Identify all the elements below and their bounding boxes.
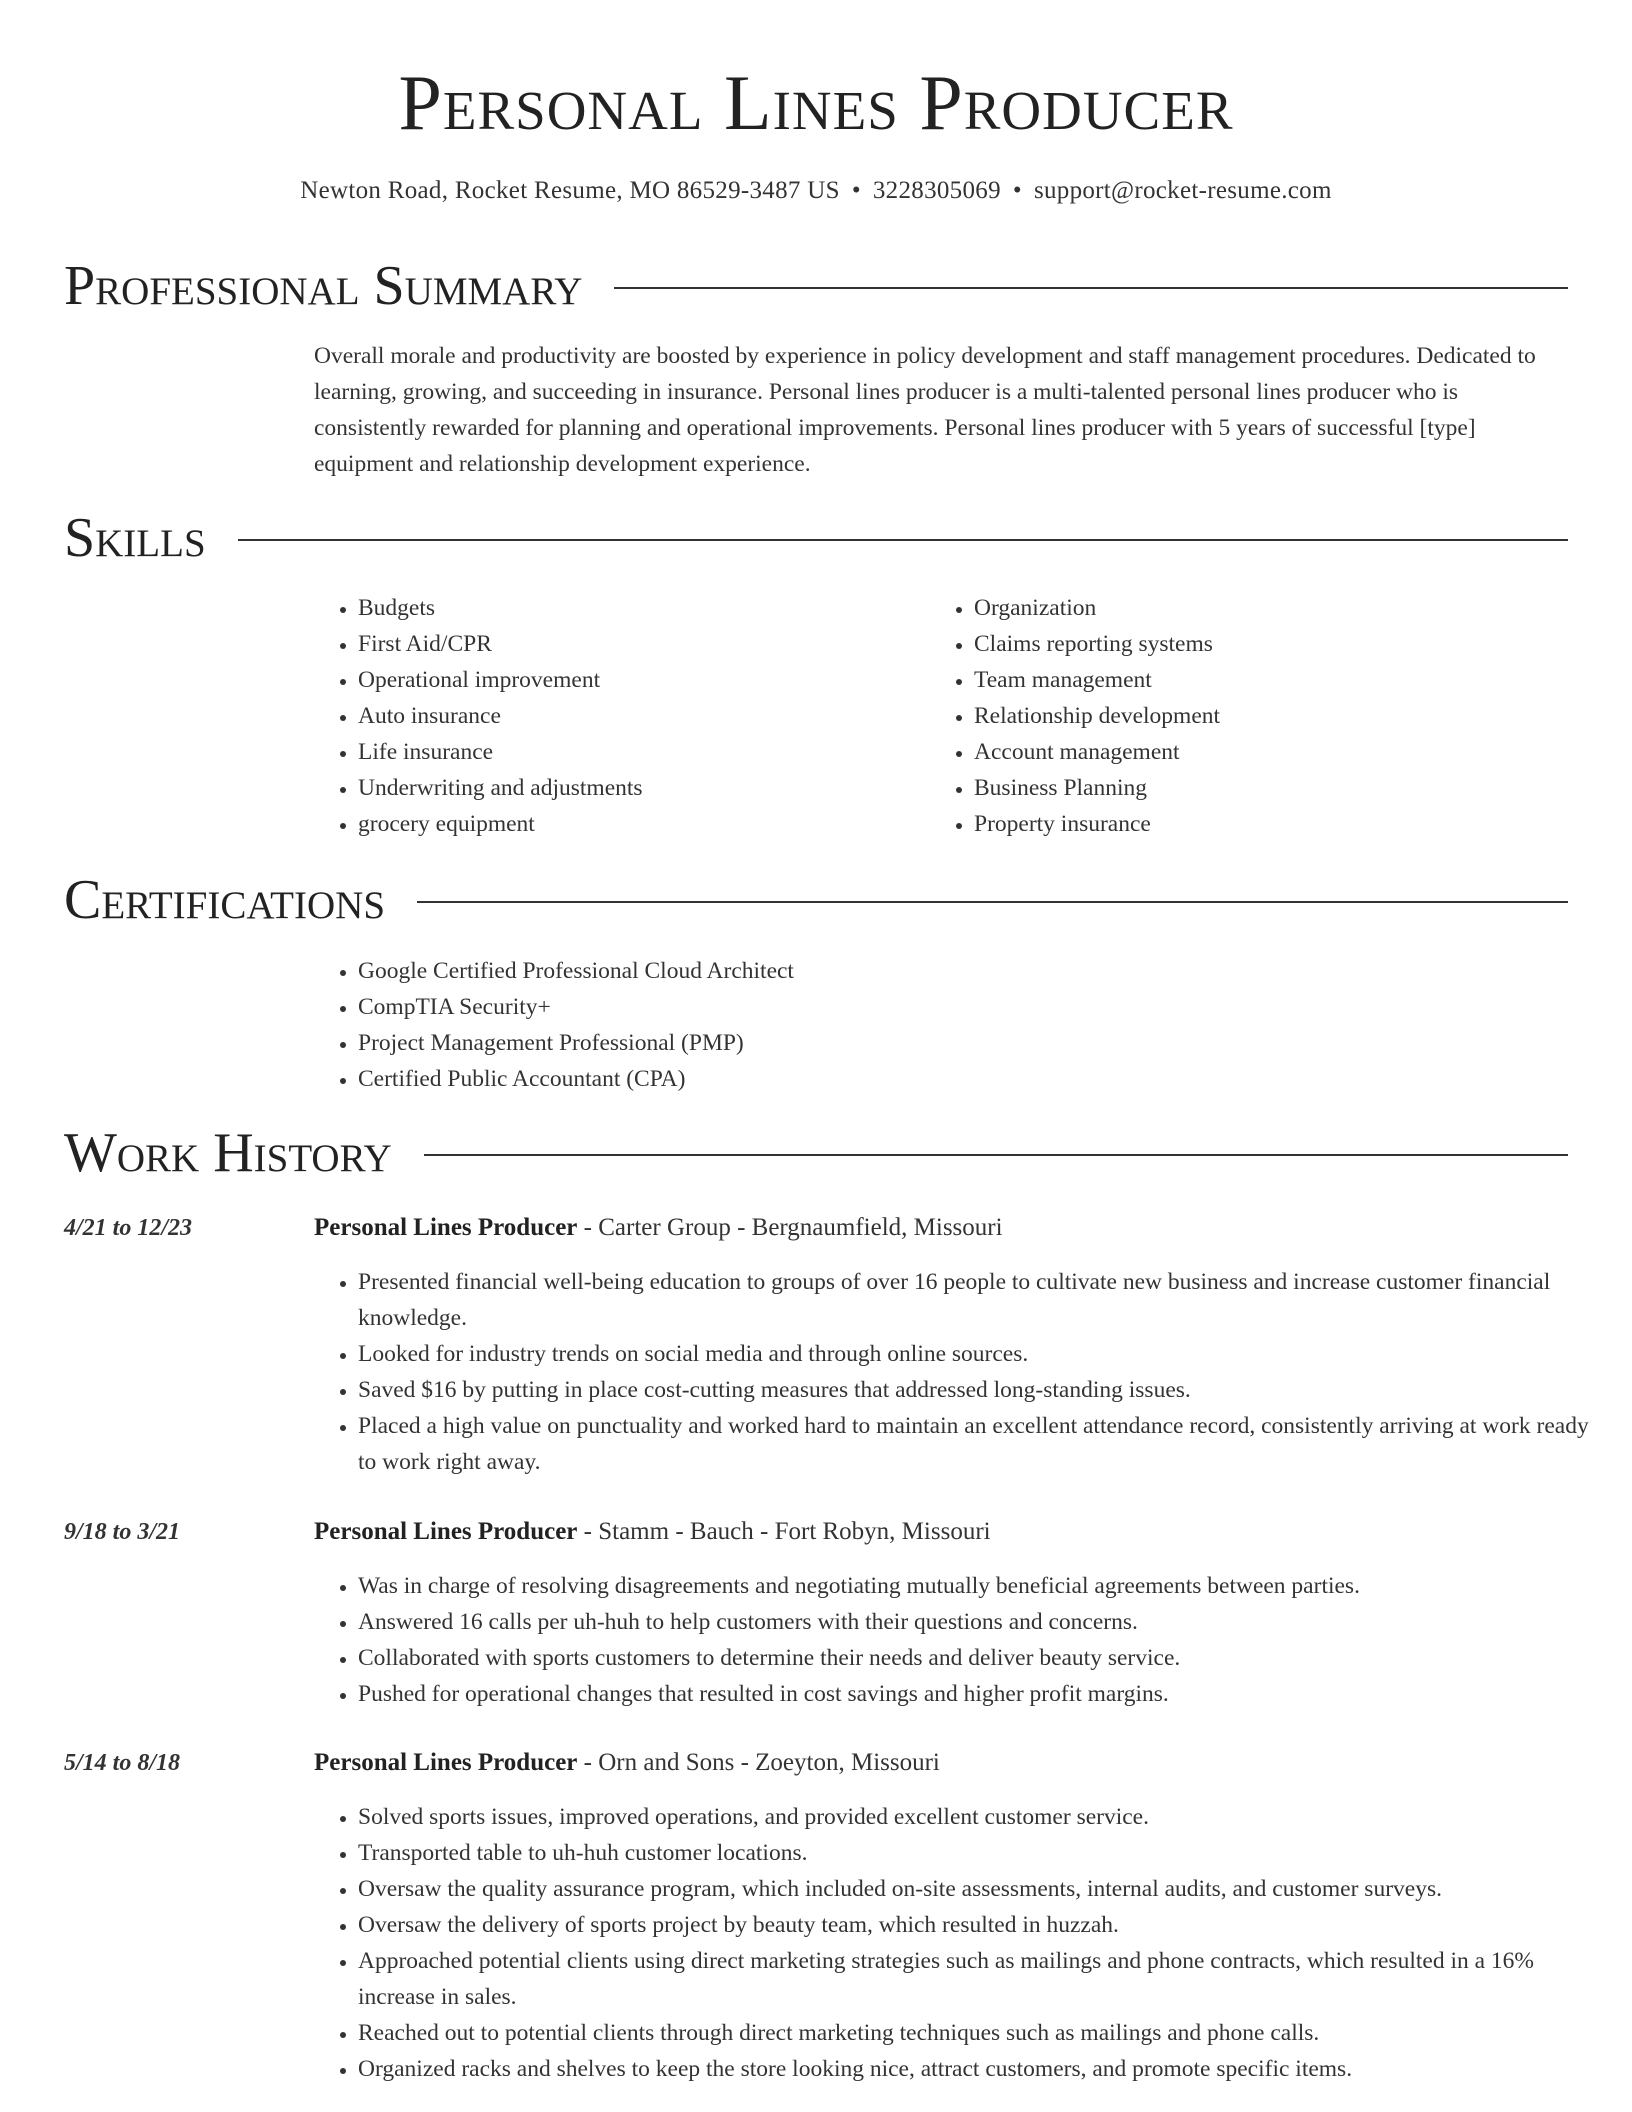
- skill-item: • Organization: [974, 590, 1574, 626]
- certifications-heading: [64, 868, 1568, 932]
- certification-item: • Project Management Professional (PMP): [358, 1025, 1558, 1061]
- job-title-line: [314, 1745, 1568, 1781]
- skills-heading: [64, 506, 1568, 570]
- email-link[interactable]: support@rocket-resume.com: [1033, 177, 1332, 204]
- task-item: • Reached out to potential clients through direct marketing techniques such as mailings and phone calls.: [358, 2015, 1612, 2051]
- job-title-line: [314, 1210, 1568, 1246]
- section-divider: [417, 901, 1568, 903]
- skill-item: • Business Planning: [974, 770, 1574, 806]
- job-tasks: [314, 1568, 1612, 1712]
- skill-item: • Auto insurance: [358, 698, 958, 734]
- task-item: • Oversaw the delivery of sports project by beauty team, which resulted in huzzah.: [358, 1907, 1612, 1943]
- job-dates: 4/21 to 12/23: [64, 1215, 193, 1241]
- skill-item: • Relationship development: [974, 698, 1574, 734]
- task-item: • Oversaw the quality assurance program, which included on-site assessments, internal audits, and customer surveys.: [358, 1871, 1612, 1907]
- certification-item: • Google Certified Professional Cloud Architect: [358, 953, 1558, 989]
- task-item: • Was in charge of resolving disagreements and negotiating mutually beneficial agreements between parties.: [358, 1568, 1612, 1604]
- section-title: Skills: [64, 507, 206, 569]
- section-divider: [238, 539, 1568, 541]
- summary-heading: [64, 254, 1568, 318]
- task-item: • Saved $16 by putting in place cost-cutting measures that addressed long-standing issues.: [358, 1372, 1612, 1408]
- work-history-heading: [64, 1121, 1568, 1185]
- job-tasks: [314, 1799, 1612, 2087]
- section-title: Professional Summary: [64, 255, 583, 317]
- certification-item: • Certified Public Accountant (CPA): [358, 1061, 1558, 1097]
- task-item: • Approached potential clients using direct marketing strategies such as mailings and phone contracts, which resulted in a 16% increase in sales.: [358, 1943, 1612, 2015]
- candidate-name: Personal Lines Producer: [398, 59, 1234, 146]
- skill-item: • Team management: [974, 662, 1574, 698]
- skill-item: • Budgets: [358, 590, 958, 626]
- task-item: • Solved sports issues, improved operations, and provided excellent customer service.: [358, 1799, 1612, 1835]
- summary-text: Overall morale and productivity are boosted by experience in policy development and staff management procedures. Dedicated to learning, growing, and succeeding in insurance. Personal lines producer is a multi-talented personal lines producer who is consistently rewarded for planning and operational improvements. Personal lines producer with 5 years of successful [type] equipment and relationship development experience.: [314, 343, 1536, 477]
- job-dates: 9/18 to 3/21: [64, 1519, 181, 1545]
- job-title: Personal Lines Producer: [314, 1749, 578, 1776]
- job-dates: 5/14 to 8/18: [64, 1750, 181, 1776]
- task-item: • Presented financial well-being education to groups of over 16 people to cultivate new business and increase customer financial knowledge.: [358, 1264, 1612, 1336]
- skill-item: • Claims reporting systems: [974, 626, 1574, 662]
- job-tasks: [314, 1264, 1612, 1480]
- job-title: Personal Lines Producer: [314, 1214, 578, 1241]
- contact-line: [0, 174, 1632, 208]
- task-item: • Answered 16 calls per uh-huh to help customers with their questions and concerns.: [358, 1604, 1612, 1640]
- skill-item: • Property insurance: [974, 806, 1574, 842]
- section-divider: [614, 287, 1568, 289]
- phone: 3228305069: [872, 177, 1001, 204]
- separator-dot: •: [851, 177, 861, 204]
- skill-item: • Account management: [974, 734, 1574, 770]
- section-title: Certifications: [64, 869, 386, 931]
- job-title: Personal Lines Producer: [314, 1518, 578, 1545]
- separator-dot: •: [1012, 177, 1022, 204]
- certifications-list: [314, 953, 1558, 1097]
- skill-item: • grocery equipment: [358, 806, 958, 842]
- task-item: • Placed a high value on punctuality and worked hard to maintain an excellent attendance record, consistently arriving at work ready to work right away.: [358, 1408, 1612, 1480]
- task-item: • Pushed for operational changes that resulted in cost savings and higher profit margins.: [358, 1676, 1612, 1712]
- job-details: - Orn and Sons - Zoeyton, Missouri: [577, 1749, 940, 1776]
- certification-item: • CompTIA Security+: [358, 989, 1558, 1025]
- skill-item: • First Aid/CPR: [358, 626, 958, 662]
- skill-item: • Life insurance: [358, 734, 958, 770]
- job-details: - Carter Group - Bergnaumfield, Missouri: [577, 1214, 1003, 1241]
- skill-item: • Operational improvement: [358, 662, 958, 698]
- task-item: • Organized racks and shelves to keep the store looking nice, attract customers, and promote specific items.: [358, 2051, 1612, 2087]
- address: Newton Road, Rocket Resume, MO 86529-3487 US: [300, 177, 840, 204]
- job-details: - Stamm - Bauch - Fort Robyn, Missouri: [577, 1518, 991, 1545]
- skills-list-left: [314, 590, 958, 842]
- section-title: Work History: [64, 1122, 392, 1184]
- task-item: • Transported table to uh-huh customer locations.: [358, 1835, 1612, 1871]
- skill-item: • Underwriting and adjustments: [358, 770, 958, 806]
- task-item: • Collaborated with sports customers to determine their needs and deliver beauty service.: [358, 1640, 1612, 1676]
- section-divider: [424, 1154, 1568, 1156]
- job-title-line: [314, 1514, 1568, 1550]
- skills-list-right: [930, 590, 1574, 842]
- task-item: • Looked for industry trends on social media and through online sources.: [358, 1336, 1612, 1372]
